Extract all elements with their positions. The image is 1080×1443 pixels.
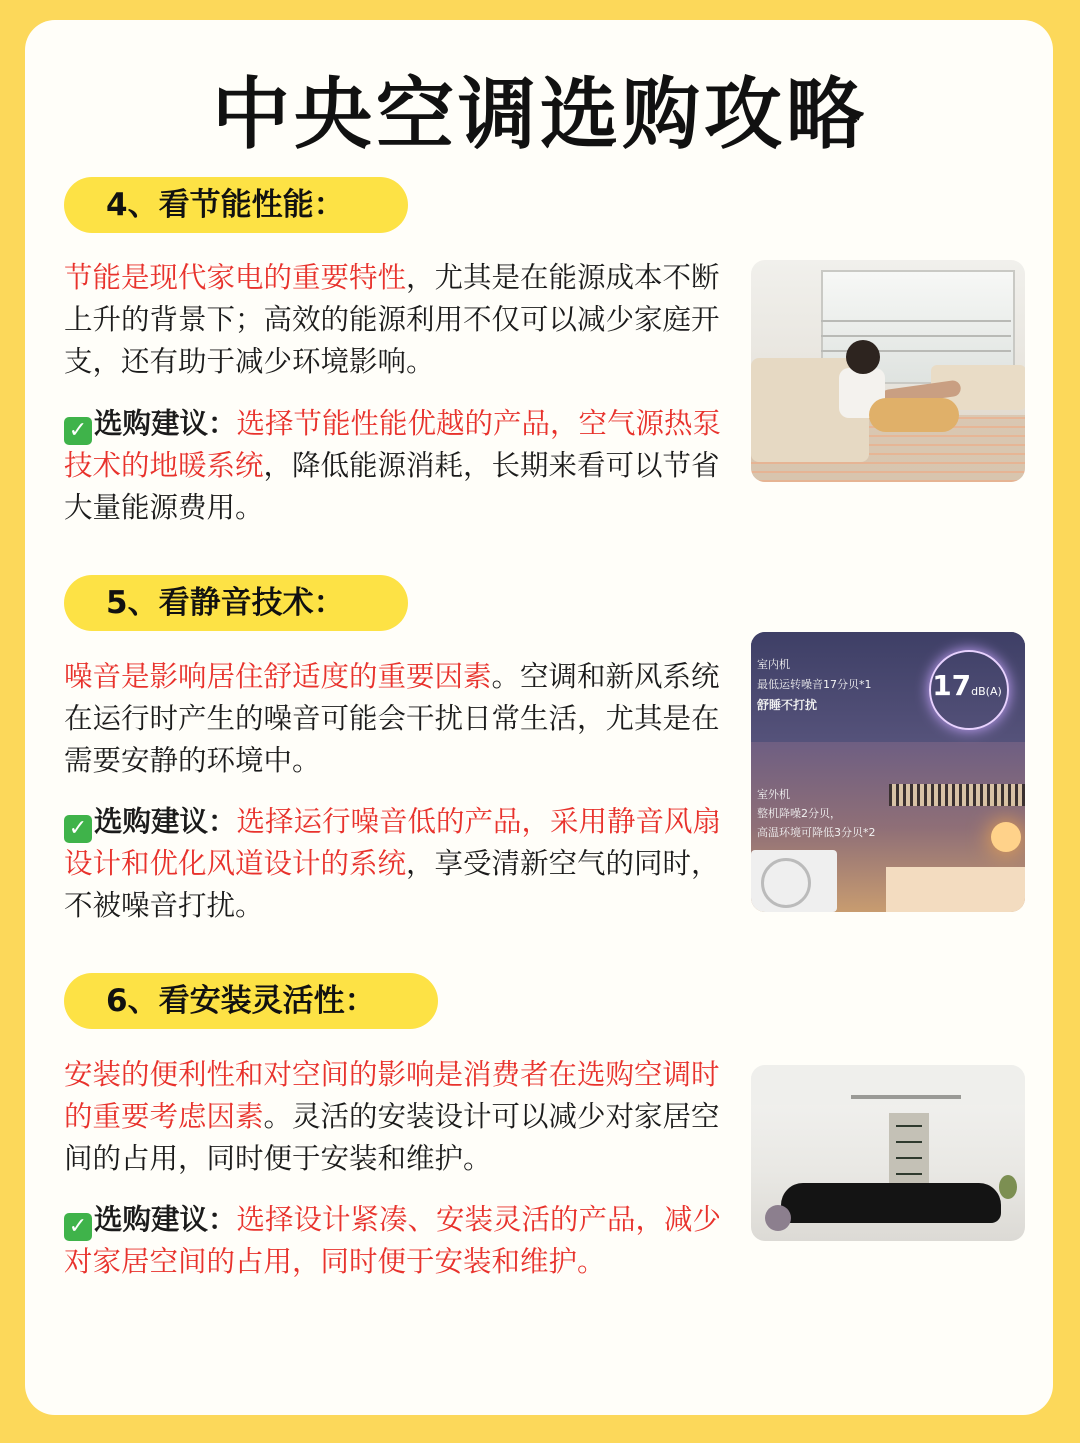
section-6-intro [64, 1054, 740, 1180]
outdoor-unit-graphic [751, 850, 837, 912]
section-5-intro-highlight: 噪音是影响居住舒适度的重要因素 [64, 660, 492, 693]
section-5-advice-label: 选购建议： [94, 805, 237, 838]
section-5-advice-highlight: 选择运行噪音低的产品，采用静音风扇设计和优化风道设计的系统 [64, 805, 722, 880]
indoor-unit-title: 室内机 [757, 658, 790, 671]
outdoor-unit-title: 室外机 [757, 788, 790, 801]
section-4-advice-highlight: 选择节能性能优越的产品，空气源热泵技术的地暖系统 [64, 407, 722, 482]
section-6-advice-label: 选购建议： [94, 1203, 237, 1236]
decibel-value: 17dB(A) [932, 669, 1002, 702]
section-6-intro-highlight: 安装的便利性和对空间的影响是消费者在选购空调时的重要考虑因素 [64, 1058, 720, 1133]
indoor-unit-noise: 最低运转噪音17分贝*1 [757, 678, 872, 691]
outdoor-unit-note: 高温环境可降低3分贝*2 [757, 826, 876, 839]
section-4-heading: 4、看节能性能： [64, 177, 408, 233]
living-room-floor-heating-image [751, 260, 1025, 482]
section-5-advice-text: ，享受清新空气的同时，不被噪音打扰。 [64, 847, 720, 922]
check-icon: ✓ [64, 815, 92, 843]
section-5-advice [64, 801, 740, 927]
indoor-unit-slogan: 舒睡不打扰 [757, 698, 818, 712]
section-5-intro [64, 656, 740, 782]
check-icon: ✓ [64, 417, 92, 445]
page-title: 中央空调选购攻略 [211, 70, 868, 160]
section-4-intro-highlight: 节能是现代家电的重要特性 [64, 261, 407, 294]
section-6-advice-highlight: 选择设计紧凑、安装灵活的产品，减少对家居空间的占用，同时便于安装和维护。 [64, 1203, 722, 1278]
section-4-advice-label: 选购建议： [94, 407, 237, 440]
section-6-heading: 6、看安装灵活性： [64, 973, 438, 1029]
check-icon: ✓ [64, 1213, 92, 1241]
section-4-advice [64, 403, 740, 529]
section-6-intro-text: 。灵活的安装设计可以减少对家居空间的占用，同时便于安装和维护。 [64, 1100, 720, 1175]
section-4-intro [64, 257, 740, 383]
section-4-intro-text: ，尤其是在能源成本不断上升的背景下；高效的能源利用不仅可以减少家庭开支，还有助于减少环境影响。 [64, 261, 720, 378]
section-5-heading: 5、看静音技术： [64, 575, 408, 631]
quiet-ac-bedroom-image [751, 632, 1025, 912]
section-5-intro-text: 。空调和新风系统在运行时产生的噪音可能会干扰日常生活，尤其是在需要安静的环境中。 [64, 660, 720, 777]
section-6-advice [64, 1199, 740, 1283]
outdoor-unit-noise: 整机降噪2分贝， [757, 807, 841, 820]
minimal-living-room-image [751, 1065, 1025, 1241]
section-4-advice-text: ，降低能源消耗，长期来看可以节省大量能源费用。 [64, 449, 720, 524]
